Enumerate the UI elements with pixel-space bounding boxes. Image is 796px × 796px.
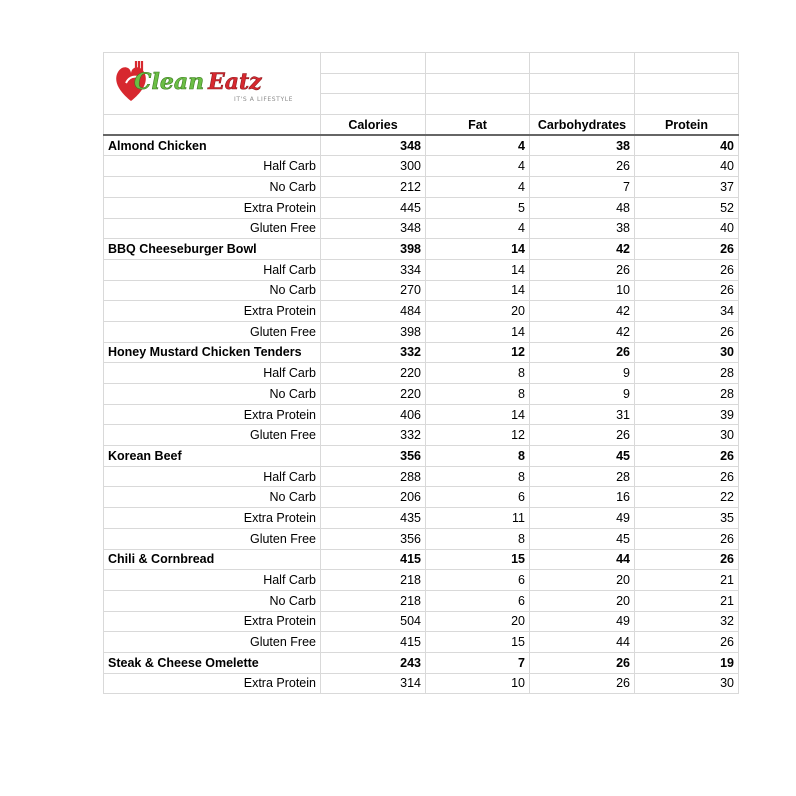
calories-cell: 206 [321, 487, 426, 508]
variant-row [104, 404, 739, 425]
protein-cell: 26 [635, 466, 739, 487]
item-row [104, 549, 739, 570]
protein-cell: 28 [635, 384, 739, 405]
protein-cell: 21 [635, 590, 739, 611]
variant-row [104, 632, 739, 653]
nutrition-table [103, 52, 739, 694]
carbohydrates-cell: 20 [530, 570, 635, 591]
calories-cell: 348 [321, 135, 426, 156]
protein-cell: 30 [635, 425, 739, 446]
variant-row [104, 425, 739, 446]
variant-row [104, 611, 739, 632]
calories-cell: 314 [321, 673, 426, 694]
protein-cell: 28 [635, 363, 739, 384]
variant-row [104, 321, 739, 342]
protein-cell: 26 [635, 259, 739, 280]
calories-cell: 218 [321, 590, 426, 611]
protein-cell: 26 [635, 280, 739, 301]
calories-cell: 435 [321, 508, 426, 529]
protein-cell: 34 [635, 301, 739, 322]
carbohydrates-cell: 10 [530, 280, 635, 301]
fat-cell: 12 [426, 342, 530, 363]
calories-cell: 332 [321, 342, 426, 363]
blank-cell [635, 73, 739, 94]
protein-cell: 22 [635, 487, 739, 508]
variant-row [104, 487, 739, 508]
variant-row [104, 218, 739, 239]
blank-cell [426, 94, 530, 115]
variant-name: Gluten Free [104, 218, 321, 239]
logo-tagline: IT'S A LIFESTYLE [234, 96, 294, 103]
protein-cell: 26 [635, 446, 739, 467]
variant-row [104, 363, 739, 384]
item-name: Honey Mustard Chicken Tenders [104, 342, 321, 363]
carbohydrates-cell: 16 [530, 487, 635, 508]
calories-cell: 398 [321, 239, 426, 260]
fat-cell: 8 [426, 466, 530, 487]
calories-cell: 300 [321, 156, 426, 177]
variant-row [104, 466, 739, 487]
variant-name: No Carb [104, 177, 321, 198]
calories-cell: 288 [321, 466, 426, 487]
variant-name: Half Carb [104, 570, 321, 591]
variant-row [104, 508, 739, 529]
calories-cell: 398 [321, 321, 426, 342]
fat-cell: 15 [426, 549, 530, 570]
header-calories: Calories [321, 115, 426, 136]
header-fat: Fat [426, 115, 530, 136]
header-row [104, 115, 739, 136]
blank-cell [426, 73, 530, 94]
variant-name: No Carb [104, 280, 321, 301]
calories-cell: 270 [321, 280, 426, 301]
calories-cell: 334 [321, 259, 426, 280]
blank-cell [635, 53, 739, 74]
header-carbohydrates: Carbohydrates [530, 115, 635, 136]
calories-cell: 218 [321, 570, 426, 591]
carbohydrates-cell: 42 [530, 301, 635, 322]
fat-cell: 6 [426, 590, 530, 611]
blank-cell [426, 53, 530, 74]
fat-cell: 8 [426, 528, 530, 549]
carbohydrates-cell: 26 [530, 425, 635, 446]
fat-cell: 20 [426, 301, 530, 322]
blank-cell [321, 73, 426, 94]
protein-cell: 37 [635, 177, 739, 198]
protein-cell: 40 [635, 135, 739, 156]
fat-cell: 4 [426, 135, 530, 156]
protein-cell: 21 [635, 570, 739, 591]
carbohydrates-cell: 9 [530, 384, 635, 405]
protein-cell: 32 [635, 611, 739, 632]
logo-wordmark-clean: Clean [134, 69, 205, 95]
header-blank [104, 115, 321, 136]
variant-row [104, 673, 739, 694]
item-row [104, 342, 739, 363]
carbohydrates-cell: 31 [530, 404, 635, 425]
blank-cell [530, 53, 635, 74]
variant-name: Extra Protein [104, 673, 321, 694]
carbohydrates-cell: 48 [530, 197, 635, 218]
logo-wordmark-eatz: Eatz [208, 69, 262, 95]
carbohydrates-cell: 38 [530, 218, 635, 239]
protein-cell: 52 [635, 197, 739, 218]
fat-cell: 12 [426, 425, 530, 446]
item-name: Almond Chicken [104, 135, 321, 156]
fat-cell: 8 [426, 384, 530, 405]
variant-name: Extra Protein [104, 508, 321, 529]
fat-cell: 14 [426, 321, 530, 342]
logo-row [104, 53, 739, 74]
carbohydrates-cell: 26 [530, 259, 635, 280]
protein-cell: 40 [635, 218, 739, 239]
calories-cell: 220 [321, 384, 426, 405]
protein-cell: 30 [635, 342, 739, 363]
carbohydrates-cell: 20 [530, 590, 635, 611]
variant-row [104, 570, 739, 591]
variant-row [104, 259, 739, 280]
carbohydrates-cell: 9 [530, 363, 635, 384]
carbohydrates-cell: 49 [530, 611, 635, 632]
protein-cell: 26 [635, 239, 739, 260]
logo-cell [104, 53, 321, 115]
variant-name: No Carb [104, 384, 321, 405]
item-row [104, 446, 739, 467]
item-row [104, 135, 739, 156]
calories-cell: 348 [321, 218, 426, 239]
variant-row [104, 301, 739, 322]
fat-cell: 7 [426, 652, 530, 673]
variant-row [104, 156, 739, 177]
fat-cell: 14 [426, 280, 530, 301]
carbohydrates-cell: 45 [530, 528, 635, 549]
fat-cell: 20 [426, 611, 530, 632]
blank-cell [635, 94, 739, 115]
calories-cell: 484 [321, 301, 426, 322]
calories-cell: 356 [321, 446, 426, 467]
calories-cell: 415 [321, 632, 426, 653]
protein-cell: 40 [635, 156, 739, 177]
protein-cell: 35 [635, 508, 739, 529]
fat-cell: 6 [426, 487, 530, 508]
fat-cell: 6 [426, 570, 530, 591]
calories-cell: 504 [321, 611, 426, 632]
protein-cell: 39 [635, 404, 739, 425]
variant-name: Gluten Free [104, 425, 321, 446]
item-name: Steak & Cheese Omelette [104, 652, 321, 673]
variant-row [104, 280, 739, 301]
blank-cell [321, 53, 426, 74]
variant-name: Extra Protein [104, 611, 321, 632]
variant-name: Half Carb [104, 363, 321, 384]
variant-name: No Carb [104, 590, 321, 611]
carbohydrates-cell: 38 [530, 135, 635, 156]
calories-cell: 220 [321, 363, 426, 384]
variant-name: Gluten Free [104, 632, 321, 653]
protein-cell: 26 [635, 321, 739, 342]
fat-cell: 15 [426, 632, 530, 653]
item-name: Korean Beef [104, 446, 321, 467]
fat-cell: 8 [426, 363, 530, 384]
variant-name: No Carb [104, 487, 321, 508]
calories-cell: 445 [321, 197, 426, 218]
blank-cell [530, 73, 635, 94]
carbohydrates-cell: 7 [530, 177, 635, 198]
protein-cell: 30 [635, 673, 739, 694]
carbohydrates-cell: 26 [530, 156, 635, 177]
fat-cell: 14 [426, 404, 530, 425]
item-name: BBQ Cheeseburger Bowl [104, 239, 321, 260]
fat-cell: 4 [426, 177, 530, 198]
variant-name: Extra Protein [104, 404, 321, 425]
variant-name: Gluten Free [104, 528, 321, 549]
variant-row [104, 590, 739, 611]
item-row [104, 239, 739, 260]
carbohydrates-cell: 26 [530, 652, 635, 673]
header-protein: Protein [635, 115, 739, 136]
carbohydrates-cell: 28 [530, 466, 635, 487]
fat-cell: 5 [426, 197, 530, 218]
fat-cell: 4 [426, 156, 530, 177]
protein-cell: 26 [635, 528, 739, 549]
protein-cell: 26 [635, 549, 739, 570]
carbohydrates-cell: 45 [530, 446, 635, 467]
fat-cell: 8 [426, 446, 530, 467]
variant-row [104, 528, 739, 549]
carbohydrates-cell: 26 [530, 673, 635, 694]
carbohydrates-cell: 44 [530, 632, 635, 653]
variant-name: Extra Protein [104, 197, 321, 218]
fat-cell: 14 [426, 239, 530, 260]
variant-name: Extra Protein [104, 301, 321, 322]
cleaneatz-logo [112, 57, 294, 107]
carbohydrates-cell: 42 [530, 321, 635, 342]
variant-name: Half Carb [104, 156, 321, 177]
fat-cell: 4 [426, 218, 530, 239]
calories-cell: 243 [321, 652, 426, 673]
blank-cell [530, 94, 635, 115]
fat-cell: 14 [426, 259, 530, 280]
item-name: Chili & Cornbread [104, 549, 321, 570]
calories-cell: 406 [321, 404, 426, 425]
variant-name: Half Carb [104, 466, 321, 487]
variant-name: Gluten Free [104, 321, 321, 342]
item-row [104, 652, 739, 673]
blank-cell [321, 94, 426, 115]
calories-cell: 332 [321, 425, 426, 446]
carbohydrates-cell: 49 [530, 508, 635, 529]
calories-cell: 415 [321, 549, 426, 570]
fat-cell: 10 [426, 673, 530, 694]
carbohydrates-cell: 42 [530, 239, 635, 260]
calories-cell: 212 [321, 177, 426, 198]
variant-row [104, 177, 739, 198]
carbohydrates-cell: 26 [530, 342, 635, 363]
variant-row [104, 197, 739, 218]
variant-row [104, 384, 739, 405]
fat-cell: 11 [426, 508, 530, 529]
variant-name: Half Carb [104, 259, 321, 280]
calories-cell: 356 [321, 528, 426, 549]
protein-cell: 19 [635, 652, 739, 673]
carbohydrates-cell: 44 [530, 549, 635, 570]
protein-cell: 26 [635, 632, 739, 653]
